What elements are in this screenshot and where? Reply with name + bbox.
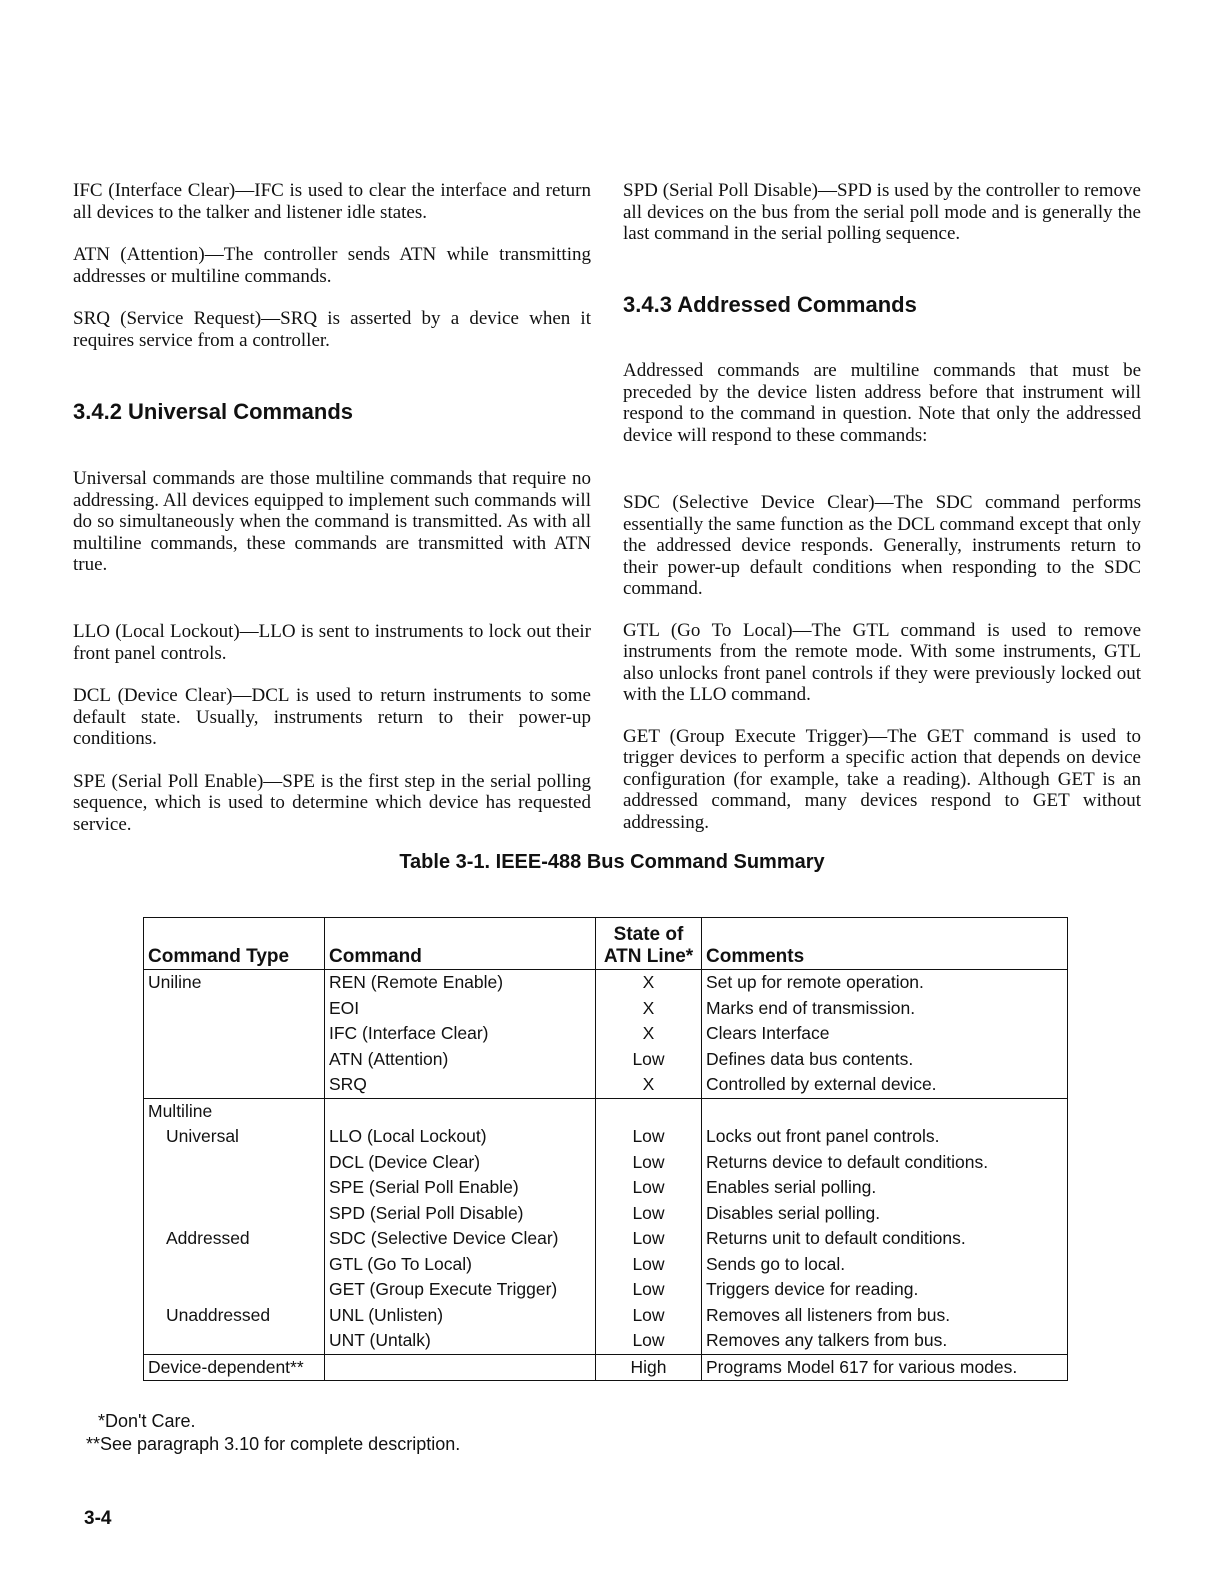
unaddressed-label: Unaddressed [144,1303,325,1329]
atn-cell: X [596,996,702,1022]
page-number: 3-4 [84,1508,112,1529]
addressed-commands-heading: 3.4.3 Addressed Commands [623,292,917,317]
comment-cell: Clears Interface [702,1021,1068,1047]
command-cell: SDC (Selective Device Clear) [325,1226,596,1252]
table-row [144,1072,1068,1098]
atn-paragraph: ATN (Attention)—The controller sends ATN while transmitting addresses or multiline commands. [73,244,591,287]
atn-cell: Low [596,1328,702,1354]
table-row [144,970,1068,996]
atn-cell: Low [596,1175,702,1201]
comment-cell: Sends go to local. [702,1252,1068,1278]
command-cell: GTL (Go To Local) [325,1252,596,1278]
universal-intro-paragraph: Universal commands are those multiline commands that require no addressing. All devices equipped to implement such commands will do so simultaneously when the command is transmitted. As with all multiline commands, these commands are transmitted with ATN true. [73,468,591,575]
comment-cell: Returns unit to default conditions. [702,1226,1068,1252]
table-row [144,1252,1068,1278]
left-column [73,180,591,372]
gtl-paragraph: GTL (Go To Local)—The GTL command is used to remove instruments from the remote mode. With some instruments, GTL also unlocks front panel controls if they were previously locked out with the LLO command. [623,619,1141,705]
spd-paragraph: SPD (Serial Poll Disable)—SPD is used by the controller to remove all devices on the bus from the serial poll mode and is generally the last command in the serial polling sequence. [623,180,1141,244]
llo-paragraph: LLO (Local Lockout)—LLO is sent to instruments to lock out their front panel controls. [73,621,591,664]
universal-section [73,468,591,597]
table-row [144,1277,1068,1303]
sdc-paragraph: SDC (Selective Device Clear)—The SDC command performs essentially the same function as the DCL command except that only the addressed device responds. Generally, instruments return to their power-up default conditions when responding to the SDC command. [623,492,1141,599]
table-row [144,1047,1068,1073]
comment-cell: Programs Model 617 for various modes. [702,1354,1068,1381]
table-caption: Table 3-1. IEEE-488 Bus Command Summary [399,851,825,873]
table-row [144,1328,1068,1354]
addressed-intro-paragraph: Addressed commands are multiline commands that must be preceded by the device listen address before that instrument will respond to the command in question. Note that only the addressed device will respond to these commands: [623,360,1141,446]
atn-cell: Low [596,1201,702,1227]
comment-cell: Removes any talkers from bus. [702,1328,1068,1354]
comment-cell: Defines data bus contents. [702,1047,1068,1073]
atn-cell: Low [596,1150,702,1176]
command-cell: SPE (Serial Poll Enable) [325,1175,596,1201]
footnote-dont-care: *Don't Care. [98,1411,196,1431]
universal-commands-heading: 3.4.2 Universal Commands [73,399,354,424]
universal-label: Universal [144,1124,325,1150]
footnote-see-paragraph: **See paragraph 3.10 for complete description. [86,1434,461,1454]
table-header-row [144,918,1068,970]
command-cell: DCL (Device Clear) [325,1150,596,1176]
atn-cell: X [596,1072,702,1098]
get-paragraph: GET (Group Execute Trigger)—The GET command is used to trigger devices to perform a specific action that depends on device configuration (for example, take a reading). Although GET is an addressed command, many devices respond to GET without addressing. [623,725,1141,833]
header-command: Command [325,918,596,970]
table-footnotes [86,1410,460,1456]
command-cell: SRQ [325,1072,596,1098]
command-cell: IFC (Interface Clear) [325,1021,596,1047]
command-cell: EOI [325,996,596,1022]
command-cell: REN (Remote Enable) [325,970,596,996]
addressed-label: Addressed [144,1226,325,1252]
command-cell: SPD (Serial Poll Disable) [325,1201,596,1227]
comment-cell: Controlled by external device. [702,1072,1068,1098]
table-row [144,1150,1068,1176]
comment-cell: Triggers device for reading. [702,1277,1068,1303]
atn-cell: X [596,1021,702,1047]
command-cell: LLO (Local Lockout) [325,1124,596,1150]
table-row [144,1175,1068,1201]
comment-cell: Locks out front panel controls. [702,1124,1068,1150]
right-column [623,180,1141,266]
dcl-paragraph: DCL (Device Clear)—DCL is used to return instruments to some default state. Usually, instruments return to their power-up conditions. [73,685,591,749]
table-row [144,1303,1068,1329]
header-atn-state [596,918,702,970]
comment-cell: Set up for remote operation. [702,970,1068,996]
atn-cell: Low [596,1252,702,1278]
addressed-commands-list [623,492,1141,854]
ifc-paragraph: IFC (Interface Clear)—IFC is used to clear the interface and return all devices to the talker and listener idle states. [73,180,591,223]
atn-cell: Low [596,1226,702,1252]
header-atn-line2: ATN Line* [603,946,694,967]
addressed-section [623,360,1141,467]
atn-cell: Low [596,1277,702,1303]
multiline-type-cell: Multiline [144,1098,325,1124]
comment-cell: Marks end of transmission. [702,996,1068,1022]
table-row [144,1354,1068,1381]
table-row [144,1098,1068,1124]
command-cell: ATN (Attention) [325,1047,596,1073]
device-dependent-type-cell: Device-dependent** [144,1354,325,1381]
table-row [144,1124,1068,1150]
comment-cell: Disables serial polling. [702,1201,1068,1227]
header-command-type: Command Type [144,918,325,970]
table-row [144,1201,1068,1227]
atn-cell: X [596,970,702,996]
table-row [144,1226,1068,1252]
srq-paragraph: SRQ (Service Request)—SRQ is asserted by a device when it requires service from a controller. [73,308,591,351]
command-summary-table [143,917,1068,1381]
atn-cell: Low [596,1303,702,1329]
command-cell: UNT (Untalk) [325,1328,596,1354]
atn-cell: High [596,1354,702,1381]
table-row [144,1021,1068,1047]
comment-cell: Removes all listeners from bus. [702,1303,1068,1329]
command-cell: GET (Group Execute Trigger) [325,1277,596,1303]
header-atn-line1: State of [613,924,684,945]
atn-cell: Low [596,1124,702,1150]
universal-commands-list [73,621,591,856]
spe-paragraph: SPE (Serial Poll Enable)—SPE is the first step in the serial polling sequence, which is used to determine which device has requested service. [73,770,591,835]
command-cell: UNL (Unlisten) [325,1303,596,1329]
atn-cell: Low [596,1047,702,1073]
header-comments: Comments [702,918,1068,970]
uniline-type-cell: Uniline [144,970,325,996]
table-row [144,996,1068,1022]
comment-cell: Returns device to default conditions. [702,1150,1068,1176]
comment-cell: Enables serial polling. [702,1175,1068,1201]
